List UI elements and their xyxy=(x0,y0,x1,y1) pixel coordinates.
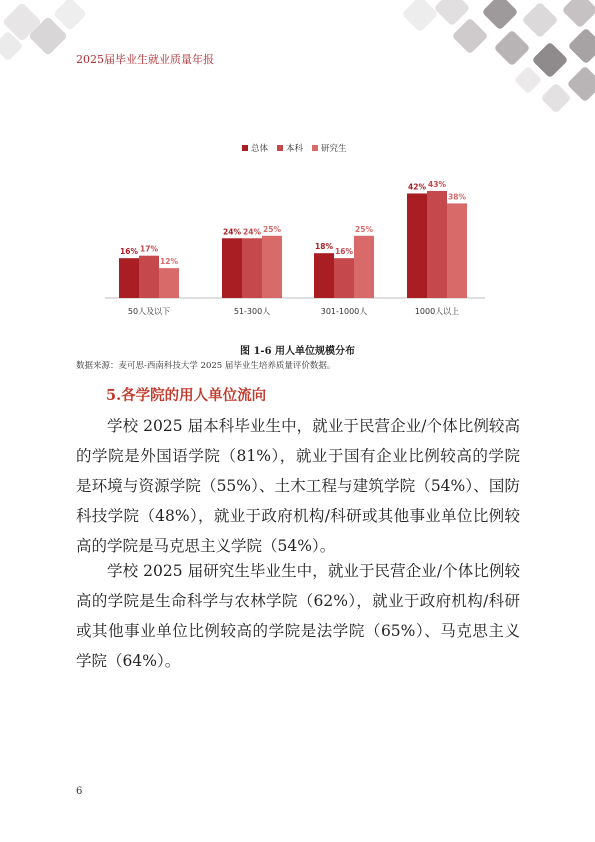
section-heading: 5.各学院的用人单位流向 xyxy=(106,387,267,404)
data-label: 25% xyxy=(263,224,281,234)
data-label: 42% xyxy=(408,182,426,192)
paragraph-graduate: 学校 2025 届研究生毕业生中，就业于民营企业/个体比例较高的学院是生命科学与农林学院（62%），就业于政府机构/科研或其他事业单位比例较高的学院是法学院（65%）、马克思主义学院（64%）。 xyxy=(76,562,520,670)
bar xyxy=(447,203,467,298)
x-tick-label: 301-1000人 xyxy=(320,307,368,316)
data-label: 38% xyxy=(448,192,466,202)
data-label: 12% xyxy=(160,257,178,267)
data-label: 16% xyxy=(335,247,353,257)
x-tick-label: 1000人以上 xyxy=(414,307,460,316)
x-tick-label: 50人及以下 xyxy=(127,307,171,316)
legend-label: 总体 xyxy=(251,144,269,154)
bar xyxy=(427,191,447,298)
legend-label: 研究生 xyxy=(321,144,347,154)
bar xyxy=(222,238,242,298)
legend-label: 本科 xyxy=(286,144,304,154)
data-label: 17% xyxy=(140,244,158,254)
data-label: 24% xyxy=(223,227,241,237)
data-label: 24% xyxy=(243,227,261,237)
bar xyxy=(242,238,262,298)
bar xyxy=(119,258,139,298)
paragraph-undergraduate: 学校 2025 届本科毕业生中，就业于民营企业/个体比例较高的学院是外国语学院（81%），就业于国有企业比例较高的学院是环境与资源学院（55%）、土木工程与建筑学院（54%）、国防科技学院（48%），就业于政府机构/科研或其他事业单位比例较高的学院是马克思主义学院（54%）。 xyxy=(76,417,520,555)
report-header-title: 2025届毕业生就业质量年报 xyxy=(76,53,214,66)
data-label: 18% xyxy=(315,242,333,252)
figure-source-note: 数据来源：麦可思-西南科技大学 2025 届毕业生培养质量评价数据。 xyxy=(76,361,336,371)
page-number: 6 xyxy=(76,786,83,797)
x-tick-label: 51-300人 xyxy=(233,307,271,316)
data-label: 16% xyxy=(120,247,138,257)
bar xyxy=(314,253,334,298)
employer-size-chart xyxy=(0,130,595,330)
bar xyxy=(334,258,354,298)
figure-caption: 图 1-6 用人单位规模分布 xyxy=(239,346,356,357)
data-label: 25% xyxy=(355,224,373,234)
bar xyxy=(139,256,159,298)
data-label: 43% xyxy=(428,179,446,189)
bar xyxy=(407,193,427,298)
bar xyxy=(262,236,282,298)
bar xyxy=(159,268,179,298)
legend-swatch xyxy=(312,145,318,151)
legend-swatch xyxy=(277,145,283,151)
bar xyxy=(354,236,374,298)
legend-swatch xyxy=(242,145,248,151)
